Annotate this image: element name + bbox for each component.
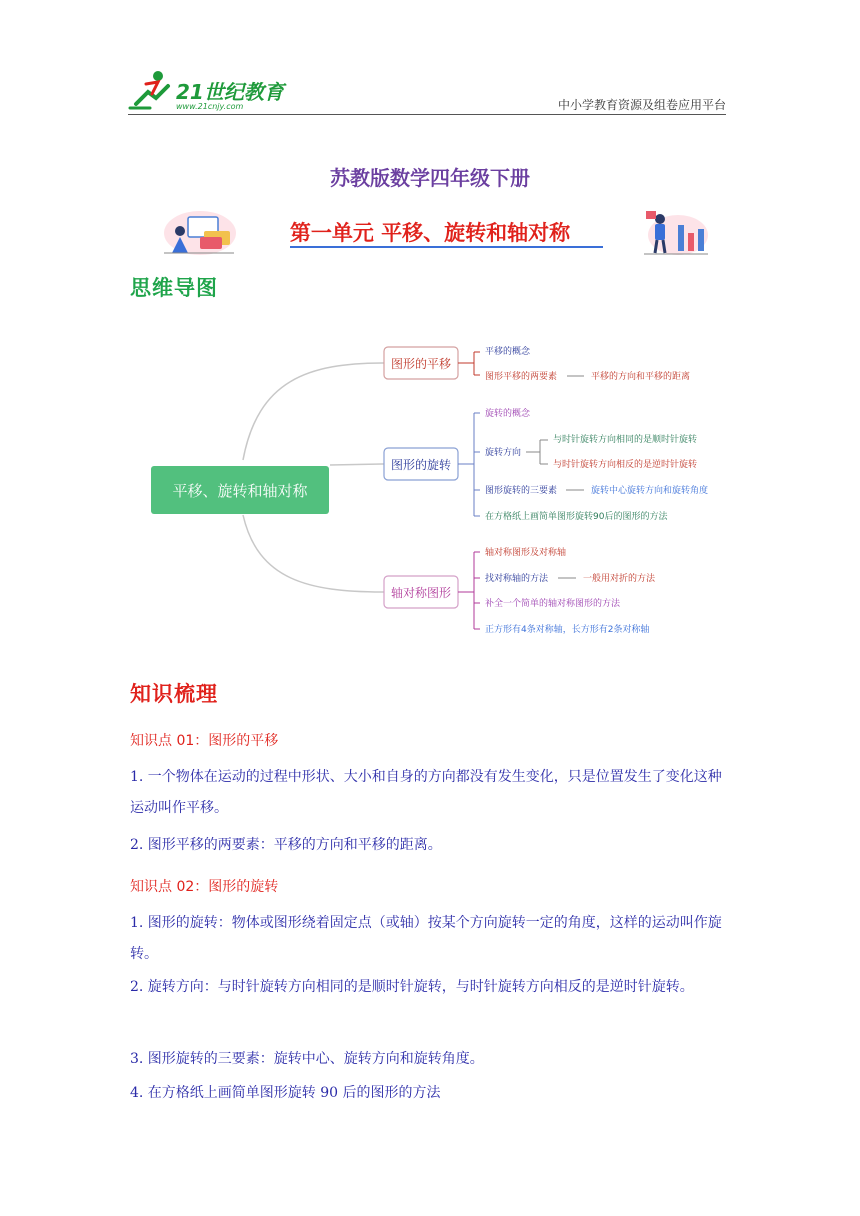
- branch-symmetry-label: 轴对称图形: [390, 586, 452, 600]
- header-divider: [128, 114, 726, 115]
- mindmap-heading: 思维导图: [130, 276, 218, 300]
- mindmap-item: 旋转的概念: [485, 409, 531, 419]
- knowledge-point-2-para-3: 3. 图形旋转的三要素：旋转中心、旋转方向和旋转角度。: [130, 1051, 484, 1067]
- page-header: [128, 66, 726, 116]
- mindmap-item-detail: 一般用对折的方法: [583, 574, 656, 584]
- mindmap-sub-item: 与时针旋转方向相同的是顺时针旋转: [553, 435, 698, 445]
- logo-url: www.21cnjy.com: [176, 102, 244, 111]
- mindmap-item: 平移的概念: [485, 347, 531, 357]
- knowledge-point-2-para-2: 2. 旋转方向：与时针旋转方向相同的是顺时针旋转，与时针旋转方向相反的是逆时针旋转。: [130, 979, 694, 995]
- mindmap-root-label: 平移、旋转和轴对称: [172, 482, 308, 500]
- platform-name: 中小学教育资源及组卷应用平台: [557, 98, 726, 112]
- mindmap-item: 旋转方向: [485, 448, 522, 458]
- unit-title-underline: [290, 246, 603, 248]
- branch-rotation-label: 图形的旋转: [390, 458, 452, 472]
- mindmap-item: 图形平移的两要素: [485, 372, 558, 382]
- runner-logo-icon: [128, 68, 174, 114]
- mind-map: [148, 330, 718, 642]
- mindmap-item-detail: 旋转中心旋转方向和旋转角度: [591, 486, 709, 496]
- document-title: 苏教版数学四年级下册: [330, 166, 530, 190]
- unit-title: 第一单元 平移、旋转和轴对称: [289, 221, 571, 245]
- mindmap-item: 找对称轴的方法: [485, 574, 549, 584]
- mindmap-item: 图形旋转的三要素: [485, 486, 558, 496]
- mindmap-item-detail: 平移的方向和平移的距离: [591, 372, 691, 382]
- mindmap-item: 轴对称图形及对称轴: [485, 548, 567, 558]
- knowledge-point-1-para-1: 1. 一个物体在运动的过程中形状、大小和自身的方向都没有发生变化，只是位置发生了变化这种运动叫作平移。: [130, 769, 722, 816]
- branch-translation-label: 图形的平移: [390, 357, 452, 371]
- knowledge-point-2-para-1: 1. 图形的旋转：物体或图形绕着固定点（或轴）按某个方向旋转一定的角度，这样的运动叫作旋转。: [130, 915, 722, 962]
- knowledge-heading: 知识梳理: [130, 682, 218, 706]
- knowledge-point-1-para-2: 2. 图形平移的两要素：平移的方向和平移的距离。: [130, 837, 442, 853]
- knowledge-point-2-title: 知识点 02：图形的旋转: [130, 879, 279, 895]
- mindmap-sub-item: 与时针旋转方向相反的是逆时针旋转: [553, 460, 698, 470]
- mindmap-item: 补全一个简单的轴对称图形的方法: [485, 599, 621, 609]
- knowledge-point-1-title: 知识点 01：图形的平移: [130, 733, 279, 749]
- site-logo: [128, 66, 298, 116]
- chart-illustration-icon: [640, 207, 710, 257]
- mindmap-item: 在方格纸上画简单图形旋转90后的图形的方法: [485, 512, 668, 522]
- logo-text: 21世纪教育: [176, 80, 284, 104]
- mindmap-item: 正方形有4条对称轴，长方形有2条对称轴: [485, 625, 650, 635]
- knowledge-point-2-para-4: 4. 在方格纸上画简单图形旋转 90 后的图形的方法: [130, 1085, 441, 1101]
